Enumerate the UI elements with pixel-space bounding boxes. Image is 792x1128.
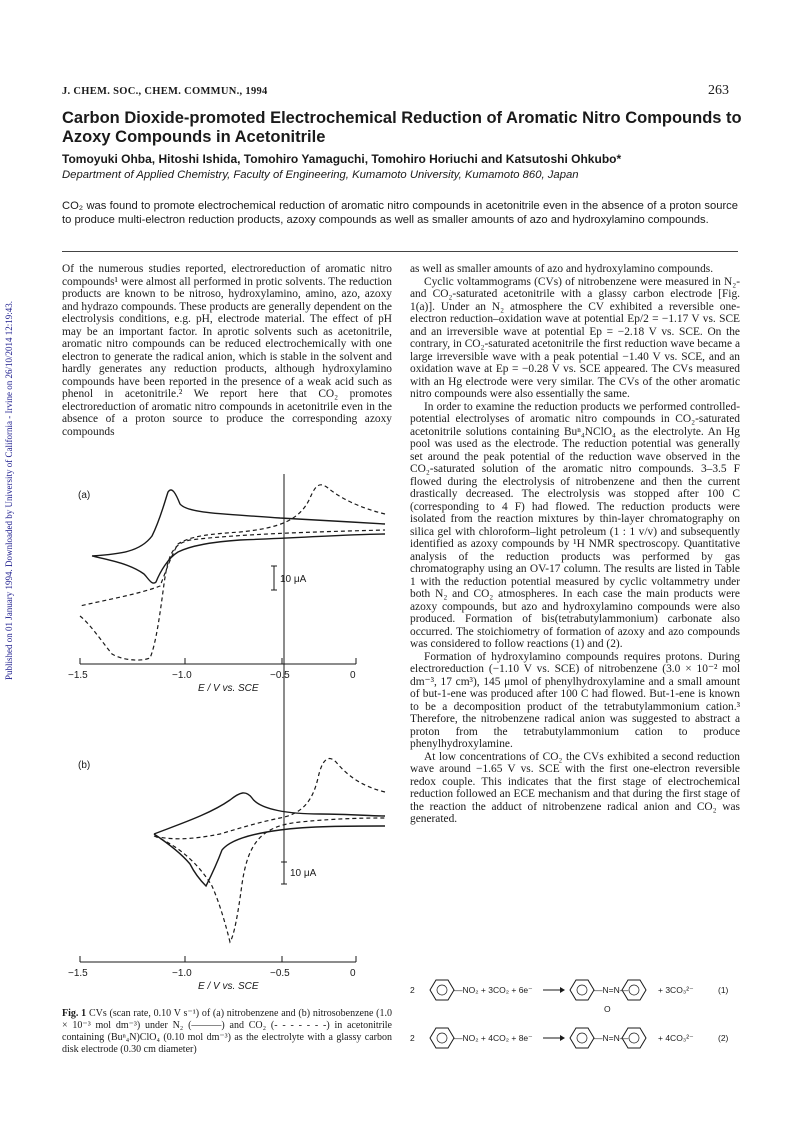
affiliation: Department of Applied Chemistry, Faculty of Engineering, Kumamoto University, Kumamoto 860, Japan	[62, 169, 579, 181]
download-stamp-text: Published on 01 January 1994. Downloaded by University of California - Irvine on 26/10/2014 12:19:43.	[4, 301, 14, 680]
benzene-ring-icon	[570, 1028, 594, 1048]
x-axis-label-b: E / V vs. SCE	[198, 981, 259, 992]
panel-b-label: (b)	[78, 760, 91, 771]
cv-figure-svg	[60, 474, 400, 1004]
paragraph: In order to examine the reduction products we performed controlled-potential electrolyses of aromatic nitro compounds in CO₂-saturated acetonitrile solutions containing Buⁿ₄NClO₄ as the electrolyte. An Hg pool was used as the electrode. The reduction potential was generally set around the peak potential of the reduction wave observed in the CO₂-saturated solution of the aromatic nitro compounds. 3–3.5 F flowed during the electrolysis of nitrobenzene and then the current drastically decreased. The electrolysis was stopped after 100 C (corresponding to 4 F) had flowed. The reduction products were isolated from the reaction mixtures by thin-layer chromatography on silica gel with chloroform–light petroleum (1 : 1 v/v) and subsequently identified as azoxy compounds by ¹H NMR spectroscopy. Quantitative analysis of the reduction products was performed by gas chromatography using an OV-17 column. The results are listed in Table 1 with the reduction potential measured by cyclic voltammetry under both N₂ and CO₂ atmospheres. In each case the main products were azoxy compounds, but azo and hydroxylamino compounds were also produced. Formation of bis(tetrabutylammonium) carbonate also occurred. The stoichiometry of formation of azoxy and azo compounds was considered to follow reactions (1) and (2).	[410, 400, 740, 650]
arrow-head-icon	[560, 1035, 565, 1041]
figure-caption	[62, 1008, 392, 1056]
eq1-rhs: + 3CO₃²⁻	[658, 985, 694, 995]
authors: Tomoyuki Ohba, Hitoshi Ishida, Tomohiro Yamaguchi, Tomohiro Horiuchi and Katsutoshi Ohkubo*	[62, 152, 622, 166]
abstract: CO₂ was found to promote electrochemical reduction of aromatic nitro compounds in acetonitrile even in the absence of a proton source to produce multi-electron reduction products, azoxy compounds as well as smaller amounts of azo and hydroxylamino compounds.	[62, 200, 738, 226]
x-axis-label-a: E / V vs. SCE	[198, 683, 259, 694]
eq1-lhs: —NO₂ + 3CO₂ + 6e⁻	[454, 985, 533, 995]
article-title: Carbon Dioxide-promoted Electrochemical Reduction of Aromatic Nitro Compounds to Azoxy Compounds in Acetonitrile	[62, 109, 742, 146]
cv-b-co2-curve	[154, 759, 385, 942]
arrow-head-icon	[560, 987, 565, 993]
download-stamp	[4, 160, 18, 680]
journal-header: J. CHEM. SOC., CHEM. COMMUN., 1994	[62, 86, 268, 97]
panel-a-label: (a)	[78, 490, 91, 501]
caption-label: Fig. 1	[62, 1008, 87, 1019]
scale-bar-a-label: 10 μA	[280, 574, 307, 585]
aromatic-circle	[629, 985, 639, 995]
divider	[62, 251, 738, 252]
page-number: 263	[708, 83, 729, 98]
tick-label-a-2: −1.0	[172, 670, 192, 681]
paragraph: Of the numerous studies reported, electroreduction of aromatic nitro compounds¹ were almost all performed in protic solvents. The reduction products are known to be nitroso, hydroxylamino, amino, azo, azoxy and hydrazo compounds. These products are generally dependent on the electrolysis conditions, e.g. pH, electrode material. The effect of pH may be an important factor. In aprotic solvents such as acetonitrile, aromatic nitro compounds can be reduced electrochemically with one electron to generate the radical anion, which is stable in the solvent and hardly generates any reduction products, although hydroxylamino compounds have been reported in the presence of a weak acid such as phenol in acetonitrile.² We report here that CO₂ promotes electroreduction of aromatic nitro compounds in acetonitrile even in the absence of a proton source to produce the corresponding azoxy compounds	[62, 263, 392, 438]
eq2-lhs: —NO₂ + 4CO₂ + 8e⁻	[454, 1033, 533, 1043]
paragraph: as well as smaller amounts of azo and hydroxylamino compounds.	[410, 263, 714, 275]
left-column	[62, 263, 392, 438]
tick-label-a-4: 0	[350, 670, 356, 681]
aromatic-circle	[437, 1033, 447, 1043]
aromatic-circle	[577, 985, 587, 995]
eq2-azo: —N=N—	[594, 1033, 629, 1043]
eq2-coef: 2	[410, 1033, 415, 1043]
benzene-ring-icon	[430, 980, 454, 1000]
figure-1	[60, 474, 400, 1004]
paragraph: Cyclic voltammograms (CVs) of nitrobenzene were measured in N₂- and CO₂-saturated acetonitrile with a glassy carbon electrode [Fig. 1(a)]. Under an N₂ atmosphere the CV exhibited a reversible one-electron reduction–oxidation wave at potential Ep/2 = −1.17 V vs. SCE and an irreversible wave at potential Ep = −2.18 V vs. SCE. On the contrary, in CO₂-saturated acetonitrile the first reduction wave became a large irreversible wave with a peak potential −1.40 V vs. SCE, and an oxidation wave at Ep = −0.28 V vs. SCE appeared. The CVs measured with an Hg electrode were very similar. The CVs of the other aromatic nitro compounds were also essentially the same.	[410, 275, 740, 400]
tick-label-a-3: −0.5	[270, 670, 290, 681]
caption-text: CVs (scan rate, 0.10 V s⁻¹) of (a) nitrobenzene and (b) nitrosobenzene (1.0 × 10⁻³ mol dm⁻³) under N₂ (———) and CO₂ (- - - - - - -) in acetonitrile containing (Buⁿ₄N)ClO₄ (0.10 mol dm⁻³) as the electrolyte with a glassy carbon disk electrode (0.30 cm diameter)	[62, 1008, 393, 1055]
aromatic-circle	[437, 985, 447, 995]
cv-a-co2-curve	[80, 485, 385, 660]
reaction-equations	[408, 968, 744, 1058]
paragraph: At low concentrations of CO₂ the CVs exhibited a second reduction wave around −1.65 V vs. SCE with the first one-electron reversible redox couple. This indicates that the first stage of electrochemical reduction followed an ECE mechanism and that during the first stage of the reaction the adduct of nitrobenzene radical anion and CO₂ was generated.	[410, 750, 740, 825]
eq1-number: (1)	[718, 985, 729, 995]
cv-a-n2-curve	[92, 490, 385, 583]
aromatic-circle	[577, 1033, 587, 1043]
equations-svg	[408, 968, 744, 1058]
tick-label-b-3: −0.5	[270, 968, 290, 979]
tick-label-a-1: −1.5	[68, 670, 88, 681]
eq2-number: (2)	[718, 1033, 729, 1043]
benzene-ring-icon	[430, 1028, 454, 1048]
tick-label-b-2: −1.0	[172, 968, 192, 979]
eq1-azo: —N=N—	[594, 985, 629, 995]
aromatic-circle	[629, 1033, 639, 1043]
eq1-oxygen: O	[604, 1004, 611, 1014]
cv-b-n2-curve	[154, 793, 385, 886]
tick-label-b-4: 0	[350, 968, 356, 979]
right-column	[410, 263, 740, 826]
benzene-ring-icon	[570, 980, 594, 1000]
tick-label-b-1: −1.5	[68, 968, 88, 979]
eq2-rhs: + 4CO₃²⁻	[658, 1033, 694, 1043]
eq1-coef: 2	[410, 985, 415, 995]
scale-bar-b-label: 10 μA	[290, 868, 317, 879]
paragraph: Formation of hydroxylamino compounds requires protons. During electroreduction (−1.10 V vs. SCE) of nitrobenzene (3.0 × 10⁻² mol dm⁻³, 17 cm³), 145 μmol of phenylhydroxylamine and a small amount of but-1-ene was produced after 100 C had flowed. But-1-ene is known to be a decomposition product of the tetrabutylammonium cation.³ Therefore, the nitrobenzene radical anion was suggested to abstract a proton from the tetrabutylammonium cation to produce phenylhydroxylamine.	[410, 650, 740, 750]
